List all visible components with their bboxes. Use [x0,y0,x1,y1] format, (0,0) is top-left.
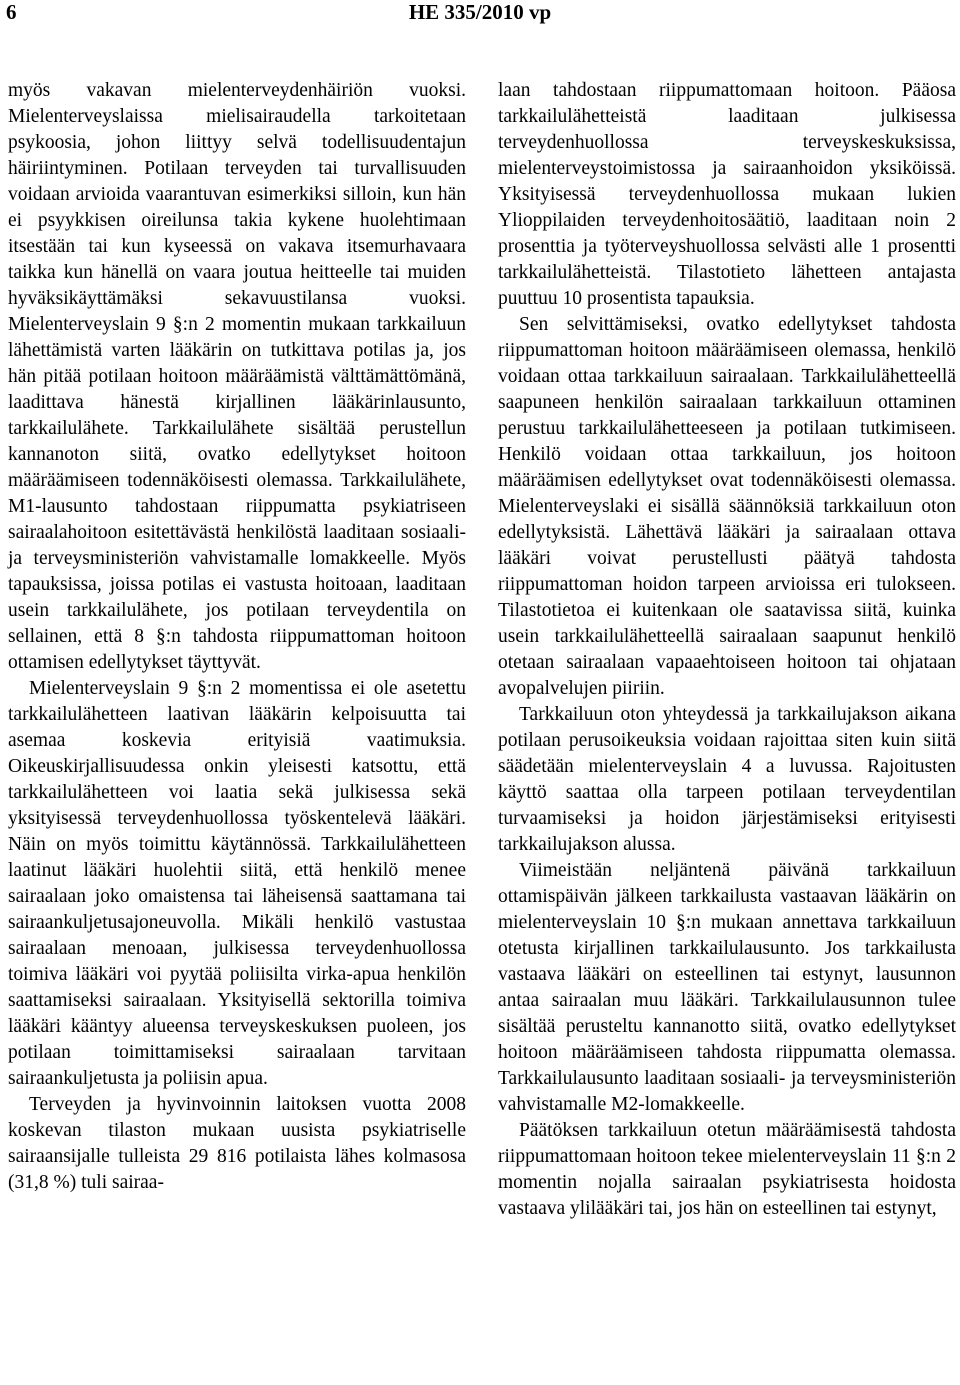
paragraph: Päätöksen tarkkailuun otetun määräämisestä tahdosta riippumattomaan hoitoon tekee mielenterveyslain 11 §:n 2 momentin nojalla sairaalan psykiatrisesta hoidosta vastaava ylilääkäri tai, jos hän on esteellinen tai estynyt, [498,1120,956,1219]
paragraph: laan tahdostaan riippumattomaan hoitoon. Pääosa tarkkailulähetteistä laaditaan julkisessa terveydenhuollossa terveyskeskuksissa, mielenterveystoimistossa ja sairaanhoidon yksiköissä. Yksityisessä terveydenhuollossa mukaan lukien Ylioppilaiden terveydenhoitosäätiö, laaditaan noin 2 prosenttia ja työterveyshuollossa selvästi alle 1 prosentti tarkkailulähetteistä. Tilastotieto lähetteen antajasta puuttuu 10 prosentista tapauksia. [498,80,956,309]
right-column [498,78,956,1222]
paragraph: Tarkkailuun oton yhteydessä ja tarkkailujakson aikana potilaan perusoikeuksia voidaan rajoittaa siten kuin siitä säädetään mielenterveyslain 4 a luvussa. Rajoitusten käyttö saattaa olla tarpeen potilaan terveydentilan turvaamiseksi ja hoidon järjestämiseksi erityisesti tarkkailujakson alussa. [498,704,956,855]
left-column [8,78,466,1196]
paragraph: Mielenterveyslain 9 §:n 2 momentissa ei ole asetettu tarkkailulähetteen laativan lääkärin kelpoisuutta tai asemaa koskevia erityisiä vaatimuksia. Oikeuskirjallisuudessa onkin yleisesti katsottu, että tarkkailulähetteen voi laatia sekä julkisessa sekä yksityisessä terveydenhuollossa työskentelevä lääkäri. Näin on myös toimittu käytännössä. Tarkkailulähetteen laatinut lääkäri huolehtii siitä, että henkilö menee sairaalaan joko omaistensa tai läheisensä saattamana tai sairaankuljetusajoneuvolla. Mikäli henkilö vastustaa sairaalaan menoaan, julkisessa terveydenhuollossa toimiva lääkäri voi pyytää poliisilta virka-apua henkilön saattamiseksi sairaalaan. Yksityisellä sektorilla toimiva lääkäri kääntyy alueensa terveyskeskuksen puoleen, jos potilaan toimittamiseksi sairaalaan tarvitaan sairaankuljetusta ja poliisin apua. [8,678,466,1089]
paragraph: Viimeistään neljäntenä päivänä tarkkailuun ottamispäivän jälkeen tarkkailusta vastaavan lääkärin on mielenterveyslain 10 §:n mukaan annettava tarkkailuun otetusta kirjallinen tarkkailulausunto. Jos tarkkailusta vastaava lääkäri on esteellinen tai estynyt, lausunnon antaa sairaalan muu lääkäri. Tarkkailulausunnon tulee sisältää perusteltu kannanotto siitä, ovatko edellytykset hoitoon määräämiseen tahdosta riippumatta olemassa. Tarkkailulausunto laaditaan sosiaali- ja terveysministeriön vahvistamalle M2-lomakkeelle. [498,860,956,1115]
document-id: HE 335/2010 vp [408,0,552,24]
page-number: 6 [6,0,17,24]
paragraph: Terveyden ja hyvinvoinnin laitoksen vuotta 2008 koskevan tilaston mukaan uusista psykiatriselle sairaansijalle tulleista 29 816 potilaista lähes kolmasosa (31,8 %) tuli sairaa- [8,1094,466,1193]
paragraph: Sen selvittämiseksi, ovatko edellytykset tahdosta riippumattoman hoitoon määräämiseen olemassa, henkilö voidaan ottaa tarkkailuun sairaalaan. Tarkkailulähetteellä saapuneen henkilön sairaalaan tarkkailuun ottaminen perustuu tarkkailulähetteeseen ja potilaan tutkimiseen. Henkilö voidaan ottaa tarkkailuun, jos hoitoon määräämisen edellytykset ovat todennäköisesti olemassa. Mielenterveyslaki ei sisällä säännöksiä tarkkailuun oton edellytyksistä. Lähettävä lääkäri ja sairaalaan ottava lääkäri voivat perustellusti päätyä tahdosta riippumattoman hoidon tarpeen arvioissa eri tulokseen. Tilastotietoa ei kuitenkaan ole saatavissa siitä, kuinka usein tarkkailulähetteellä sairaalaan saapunut henkilö otetaan sairaalaan vapaaehtoiseen hoitoon tai ohjataan avopalvelujen piiriin. [498,314,956,699]
page-header [0,0,960,42]
paragraph: myös vakavan mielenterveydenhäiriön vuoksi. Mielenterveyslaissa mielisairaudella tarkoitetaan psykoosia, johon liittyy selvä todellisuudentajun häiriintyminen. Potilaan terveyden tai turvallisuuden voidaan arvioida vaarantuvan esimerkiksi silloin, kun hän ei psyykkisen oireilunsa takia kykene huolehtimaan itsestään tai kun kyseessä on vakava itsemurhavaara taikka kun hänellä on vaara joutua heitteelle tai muiden hyväksikäyttämäksi sekavuustilansa vuoksi. Mielenterveyslain 9 §:n 2 momentin mukaan tarkkailuun lähettämistä varten lääkärin on tutkittava potilas ja, jos hän pitää potilaan hoitoon määräämistä välttämättömänä, laadittava hänestä kirjallinen lääkärinlausunto, tarkkailulähete. Tarkkailulähete sisältää perustellun kannanoton siitä, ovatko edellytykset hoitoon määräämiseen todennäköisesti olemassa. Tarkkailulähete, M1-lausunto tahdostaan riippumatta psykiatriseen sairaalahoitoon esitettävästä henkilöstä laaditaan sosiaali- ja terveysministeriön vahvistamalle lomakkeelle. Myös tapauksissa, joissa potilas ei vastusta hoitoaan, laaditaan usein tarkkailulähete, jos potilaan terveydentila on sellainen, että 8 §:n tahdosta riippumattoman hoitoon ottamisen edellytykset täyttyvät. [8,80,466,673]
